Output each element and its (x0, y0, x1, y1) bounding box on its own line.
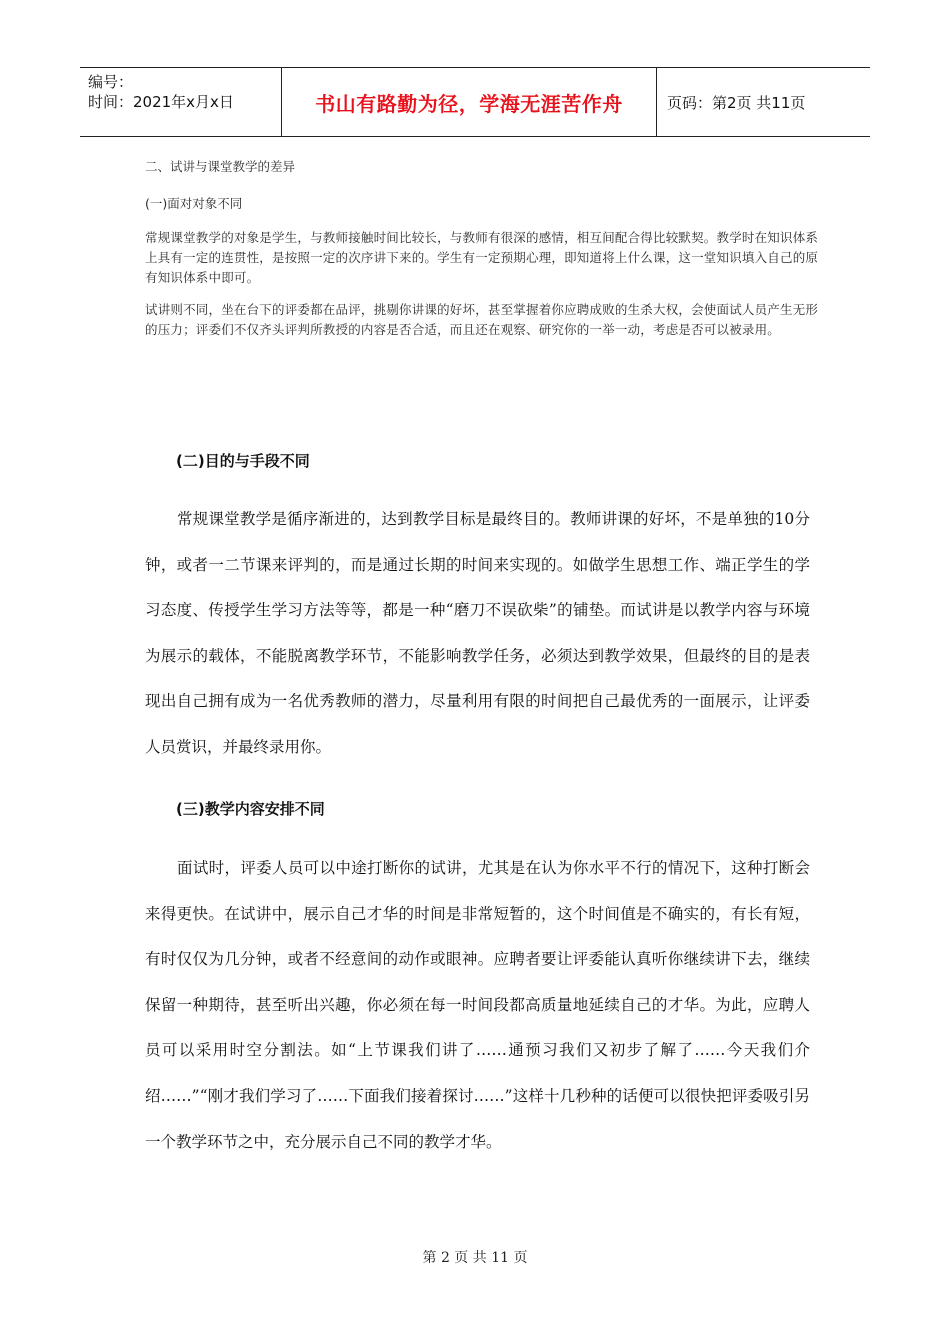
excerpt-paragraph: 常规课堂教学的对象是学生，与教师接触时间比较长，与教师有很深的感情，相互间配合得比较默契。教学时在知识体系上具有一定的连贯性，是按照一定的次序讲下来的。学生有一定预期心理，即知道将上什么课，这一堂知识填入自己的原有知识体系中即可。 (145, 230, 819, 285)
excerpt-paragraph: 试讲则不同，坐在台下的评委都在品评，挑剔你讲课的好坏，甚至掌握着你应聘成败的生杀大权，会使面试人员产生无形的压力；评委们不仅齐头评判所教授的内容是否合适，而且还在观察、研究你的一举一动，考虑是否可以被录用。 (145, 302, 819, 337)
excerpt-title: 二、试讲与课堂教学的差异 (145, 159, 296, 174)
header-meta (80, 68, 282, 136)
page-header (80, 67, 870, 137)
section-body: 常规课堂教学是循序渐进的，达到教学目标是最终目的。教师讲课的好坏，不是单独的10分钟，或者一二节课来评判的，而是通过长期的时间来实现的。如做学生思想工作、端正学生的学习态度、传授学生学习方法等等，都是一种“磨刀不误砍柴”的铺垫。而试讲是以教学内容与环境为展示的载体，不能脱离教学环节，不能影响教学任务，必须达到教学效果，但最终的目的是表现出自己拥有成为一名优秀教师的潜力，尽量利用有限的时间把自己最优秀的一面展示，让评委人员赏识，并最终录用你。 (145, 510, 810, 756)
document-date: 时间：2021年x月x日 (88, 93, 234, 111)
document-number-label: 编号： (88, 73, 134, 91)
section-heading: (三)教学内容安排不同 (176, 800, 325, 818)
scanned-excerpt (145, 155, 825, 340)
section-body: 面试时，评委人员可以中途打断你的试讲，尤其是在认为你水平不行的情况下，这种打断会来得更快。在试讲中，展示自己才华的时间是非常短暂的，这个时间值是不确实的，有长有短，有时仅仅为几分钟，或者不经意间的动作或眼神。应聘者要让评委能认真听你继续讲下去，继续保留一种期待，甚至听出兴趣，你必须在每一时间段都高质量地延续自己的才华。为此，应聘人员可以采用时空分割法。如“上节课我们讲了……通预习我们又初步了解了……今天我们介绍……”“刚才我们学习了……下面我们接着探讨……”这样十几秒种的话便可以很快把评委吸引另一个教学环节之中，充分展示自己不同的教学才华。 (145, 859, 810, 1151)
section-heading: (二)目的与手段不同 (176, 452, 310, 470)
header-motto: 书山有路勤为径，学海无涯苦作舟 (282, 68, 657, 136)
header-page-info: 页码：第2页 共11页 (667, 93, 806, 112)
excerpt-subtitle: (一)面对对象不同 (145, 196, 243, 211)
page-footer: 第 2 页 共 11 页 (422, 1250, 528, 1266)
